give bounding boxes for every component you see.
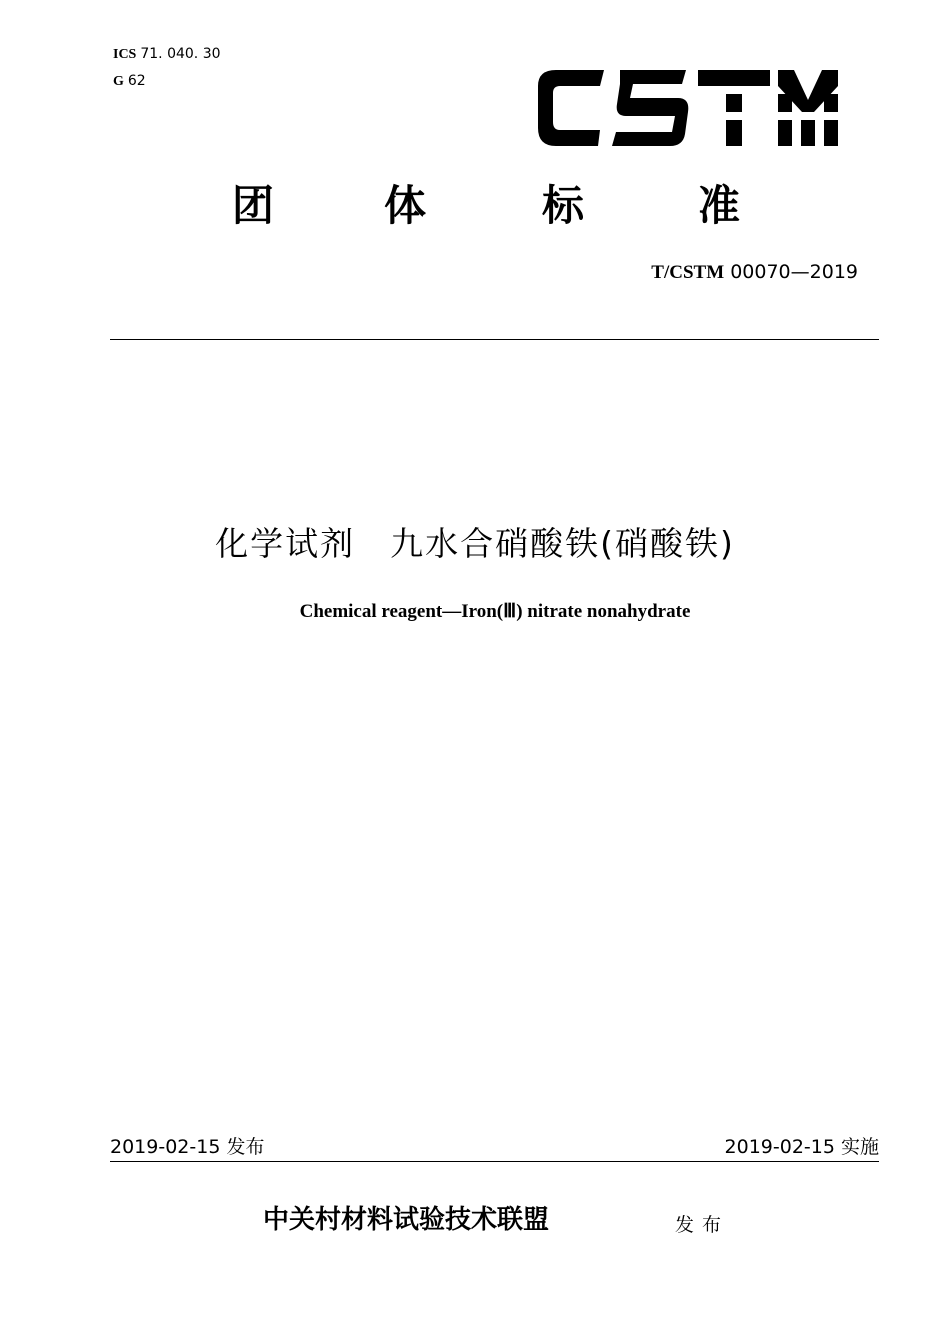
ics-label: ICS — [113, 47, 137, 62]
top-divider — [110, 339, 879, 340]
standard-number — [651, 261, 858, 284]
publisher-name: 中关村材料试验技术联盟 — [263, 1205, 550, 1235]
title-chinese: 化学试剂 九水合硝酸铁(硝酸铁) — [215, 524, 735, 563]
doc-type-char: 体 — [384, 181, 427, 230]
standard-code: 00070—2019 — [730, 261, 858, 283]
ics-code — [113, 46, 221, 63]
issue-date: 2019-02-15 发布 — [110, 1136, 265, 1158]
ccs-label: G — [113, 74, 124, 89]
ics-value: 71. 040. 30 — [140, 46, 221, 62]
doc-type-char: 标 — [542, 181, 585, 230]
cstm-logo — [538, 64, 838, 150]
effective-date: 2019-02-15 实施 — [724, 1136, 879, 1158]
doc-type-char: 准 — [698, 181, 741, 230]
doc-type-char: 团 — [232, 181, 275, 230]
standard-prefix: T/CSTM — [651, 262, 725, 283]
publish-label: 发布 — [675, 1214, 730, 1236]
ccs-value: 62 — [127, 73, 146, 89]
bottom-divider — [110, 1161, 879, 1162]
title-english: Chemical reagent—Iron(Ⅲ) nitrate nonahydrate — [299, 601, 691, 622]
document-type — [110, 178, 840, 234]
ccs-code — [113, 73, 146, 90]
